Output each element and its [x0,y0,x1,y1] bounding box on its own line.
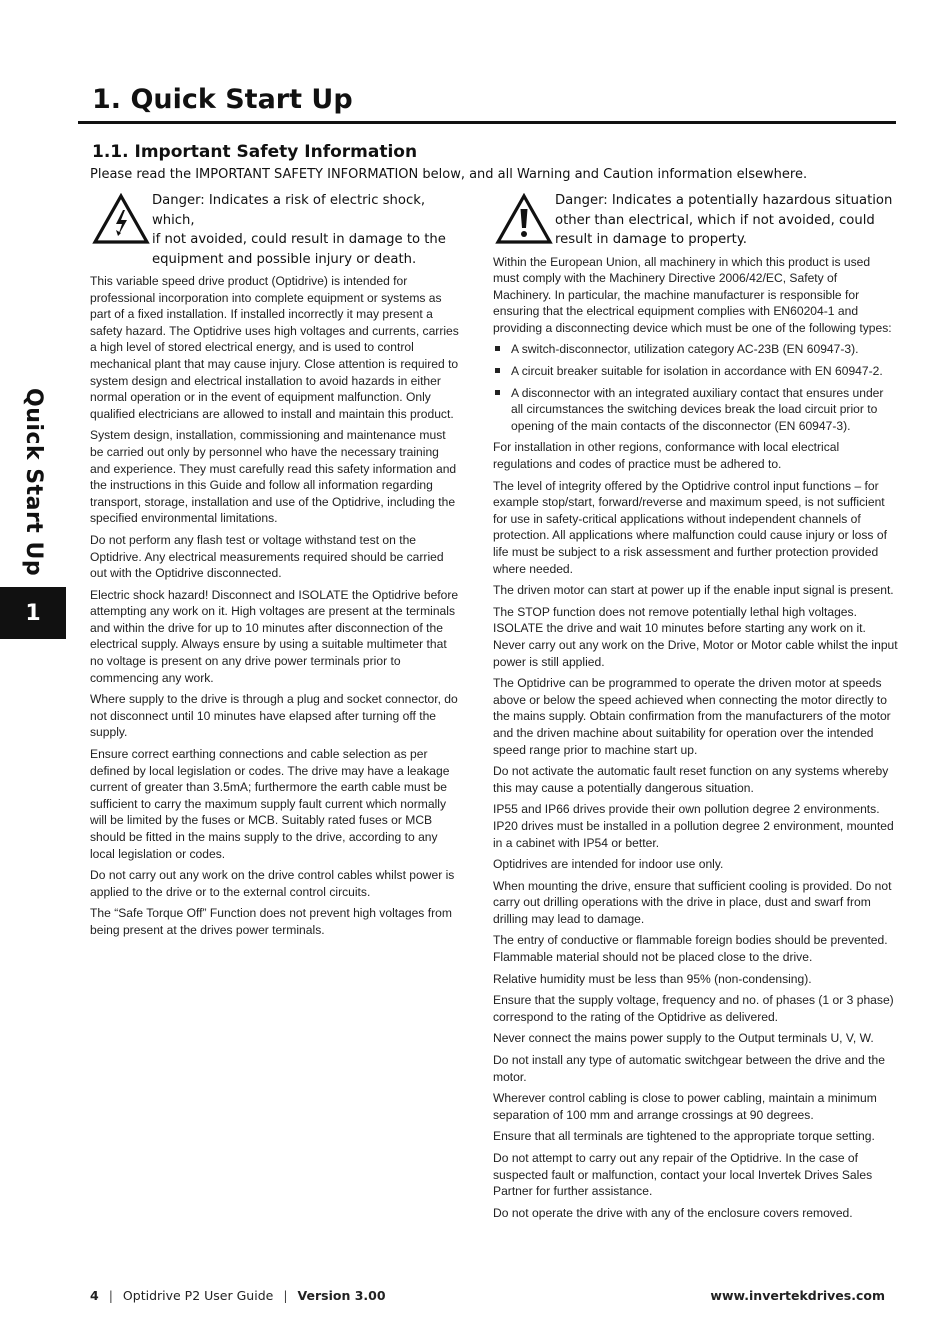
paragraph: Do not operate the drive with any of the enclosure covers removed. [493,1205,853,1220]
disconnect-device-list [493,341,898,434]
footer-separator: | [283,1287,288,1303]
title-divider [78,121,896,124]
right-column [493,191,898,1226]
paragraph: Ensure that the supply voltage, frequency and no. of phases (1 or 3 phase) correspond to the rating of the Optidrive as delivered. [493,993,894,1024]
paragraph: This variable speed drive product (Optidrive) is intended for professional incorporation into complete equipment or systems as part of a fixed installation. If installed incorrectly it may present a safety hazard. The Optidrive uses high voltages and currents, carries a high level of stored electrical energy, and is used to control mechanical plant that may cause injury. Close attention is required to system design and electrical installation to avoid hazards in either normal operation or in the event of equipment malfunction. Only qualified electricians are allowed to install and maintain this product. [90,274,459,421]
left-column [90,191,462,944]
warning-line: Danger: Indicates a risk of electric shock, which, [152,193,426,228]
hazard-danger-text [555,191,892,250]
paragraph: Electric shock hazard! Disconnect and ISOLATE the Optidrive before attempting any work on it. High voltages are present at the terminals and within the drive for up to 10 minutes after disconnection of the electrical supply. Always ensure by using a suitable multimeter that no voltage is present on any drive power terminals prior to commencing any work. [90,587,459,685]
page-number: 4 [90,1287,99,1303]
paragraph: Optidrives are intended for indoor use only. [493,857,724,872]
website-link[interactable]: www.invertekdrives.com [710,1287,885,1303]
paragraph: The STOP function does not remove potentially lethal high voltages. ISOLATE the drive and wait 10 minutes before starting any work on it. Never carry out any work on the Drive, Motor or Motor cable whilst the input power is still applied. [493,604,898,669]
safety-intro: Please read the IMPORTANT SAFETY INFORMATION below, and all Warning and Caution information elsewhere. [90,167,808,182]
electric-shock-warning-icon [92,193,150,245]
section-heading: 1.1. Important Safety Information [92,142,418,162]
paragraph: Relative humidity must be less than 95% (non-condensing). [493,971,812,986]
warning-line: equipment and possible injury or death. [152,251,417,267]
warning-line: other than electrical, which if not avoided, could [555,212,875,228]
list-item: A disconnector with an integrated auxiliary contact that ensures under all circumstances the switching devices break the load circuit prior to opening of the main contacts of the disconnector (EN 60947-3). [493,385,898,435]
exclamation-warning-icon [495,193,553,245]
hazard-danger-notice [493,191,898,250]
paragraph: System design, installation, commissioning and maintenance must be carried out only by personnel who have the necessary training and experience. They must carefully read this safety information and the instructions in this Guide and follow all information regarding transport, storage, installation and use of the Optidrive, including the specified environmental limitations. [90,428,457,526]
paragraph: For installation in other regions, conformance with local electrical regulations and codes of practice must be adhered to. [493,440,840,472]
paragraph: The Optidrive can be programmed to operate the driven motor at speeds above or below the speed achieved when connecting the motor directly to the mains supply. Obtain confirmation from the manufacturers of the motor and the driven machine about suitability for operation over the intended speed range prior to machine start up. [493,676,891,757]
paragraph: Wherever control cabling is close to power cabling, maintain a minimum separation of 100 mm and arrange crossings at 90 degrees. [493,1091,877,1122]
paragraph: Do not perform any flash test or voltage withstand test on the Optidrive. Any electrical measurements required should be carried out with the Optidrive disconnected. [90,532,444,581]
list-item: A circuit breaker suitable for isolation in accordance with EN 60947-2. [493,363,898,380]
paragraph: IP55 and IP66 drives provide their own pollution degree 2 environments. IP20 drives must be installed in a pollution degree 2 environment, mounted in a cabinet with IP54 or better. [493,802,894,850]
paragraph: Where supply to the drive is through a plug and socket connector, do not disconnect until 10 minutes have elapsed after turning off the supply. [90,692,458,740]
version-label: Version 3.00 [297,1287,386,1303]
warning-line: Danger: Indicates a potentially hazardous situation [555,193,893,208]
paragraph: Do not install any type of automatic switchgear between the drive and the motor. [493,1053,885,1084]
side-tab-number-box [0,587,66,639]
paragraph: Ensure correct earthing connections and cable selection as per defined by local legislation or codes. The drive may have a leakage current of greater than 3.5mA; furthermore the earth cable must be sufficient to carry the maximum supply fault current which normally will be limited by the fuses or MCB. Suitably rated fuses or MCB should be fitted in the mains supply to the drive, according to any local legislation or codes. [90,747,450,861]
page-title: 1. Quick Start Up [92,84,353,115]
guide-name: Optidrive P2 User Guide [122,1287,274,1303]
side-tab-number: 1 [25,600,41,626]
paragraph: The “Safe Torque Off” Function does not prevent high voltages from being present at the drives power terminals. [90,906,452,937]
list-item: A switch-disconnector, utilization category AC-23B (EN 60947-3). [493,341,898,358]
warning-line: result in damage to property. [555,232,747,247]
paragraph: Do not attempt to carry out any repair of the Optidrive. In the case of suspected fault or malfunction, contact your local Invertek Drives Sales Partner for further assistance. [493,1151,873,1199]
footer-separator: | [108,1287,113,1303]
paragraph: Never connect the mains power supply to the Output terminals U, V, W. [493,1031,874,1046]
electric-danger-text [152,191,462,269]
paragraph: When mounting the drive, ensure that sufficient cooling is provided. Do not carry out drilling operations with the drive in place, dust and swarf from drilling may lead to damage. [493,878,892,926]
side-tab-label: Quick Start Up [21,388,46,577]
page-footer [90,1286,885,1304]
paragraph: Do not carry out any work on the drive control cables whilst power is applied to the drive or to the external control circuits. [90,868,455,899]
paragraph: The level of integrity offered by the Optidrive control input functions – for example stop/start, forward/reverse and maximum speed, is not sufficient for use in safety-critical applications without independent channels of protection. All applications where malfunction could cause injury or loss of life must be subject to a risk assessment and further protection provided where needed. [493,478,887,576]
paragraph: Ensure that all terminals are tightened to the appropriate torque setting. [493,1129,875,1144]
warning-line: if not avoided, could result in damage to the [152,232,446,247]
paragraph: The entry of conductive or flammable foreign bodies should be prevented. Flammable material should not be placed close to the drive. [493,933,888,965]
paragraph: Do not activate the automatic fault reset function on any systems whereby this may cause a potentially dangerous situation. [493,764,889,795]
electric-danger-notice [90,191,462,269]
paragraph: The driven motor can start at power up if the enable input signal is present. [493,583,894,598]
paragraph: Within the European Union, all machinery in which this product is used must comply with the Machinery Directive 2006/42/EC, Safety of Machinery. In particular, the machine manufacturer is responsible for ensuring that the electrical equipment complies with EN60204-1 and providing a disconnecting device which must be one of the following types: [493,254,892,335]
